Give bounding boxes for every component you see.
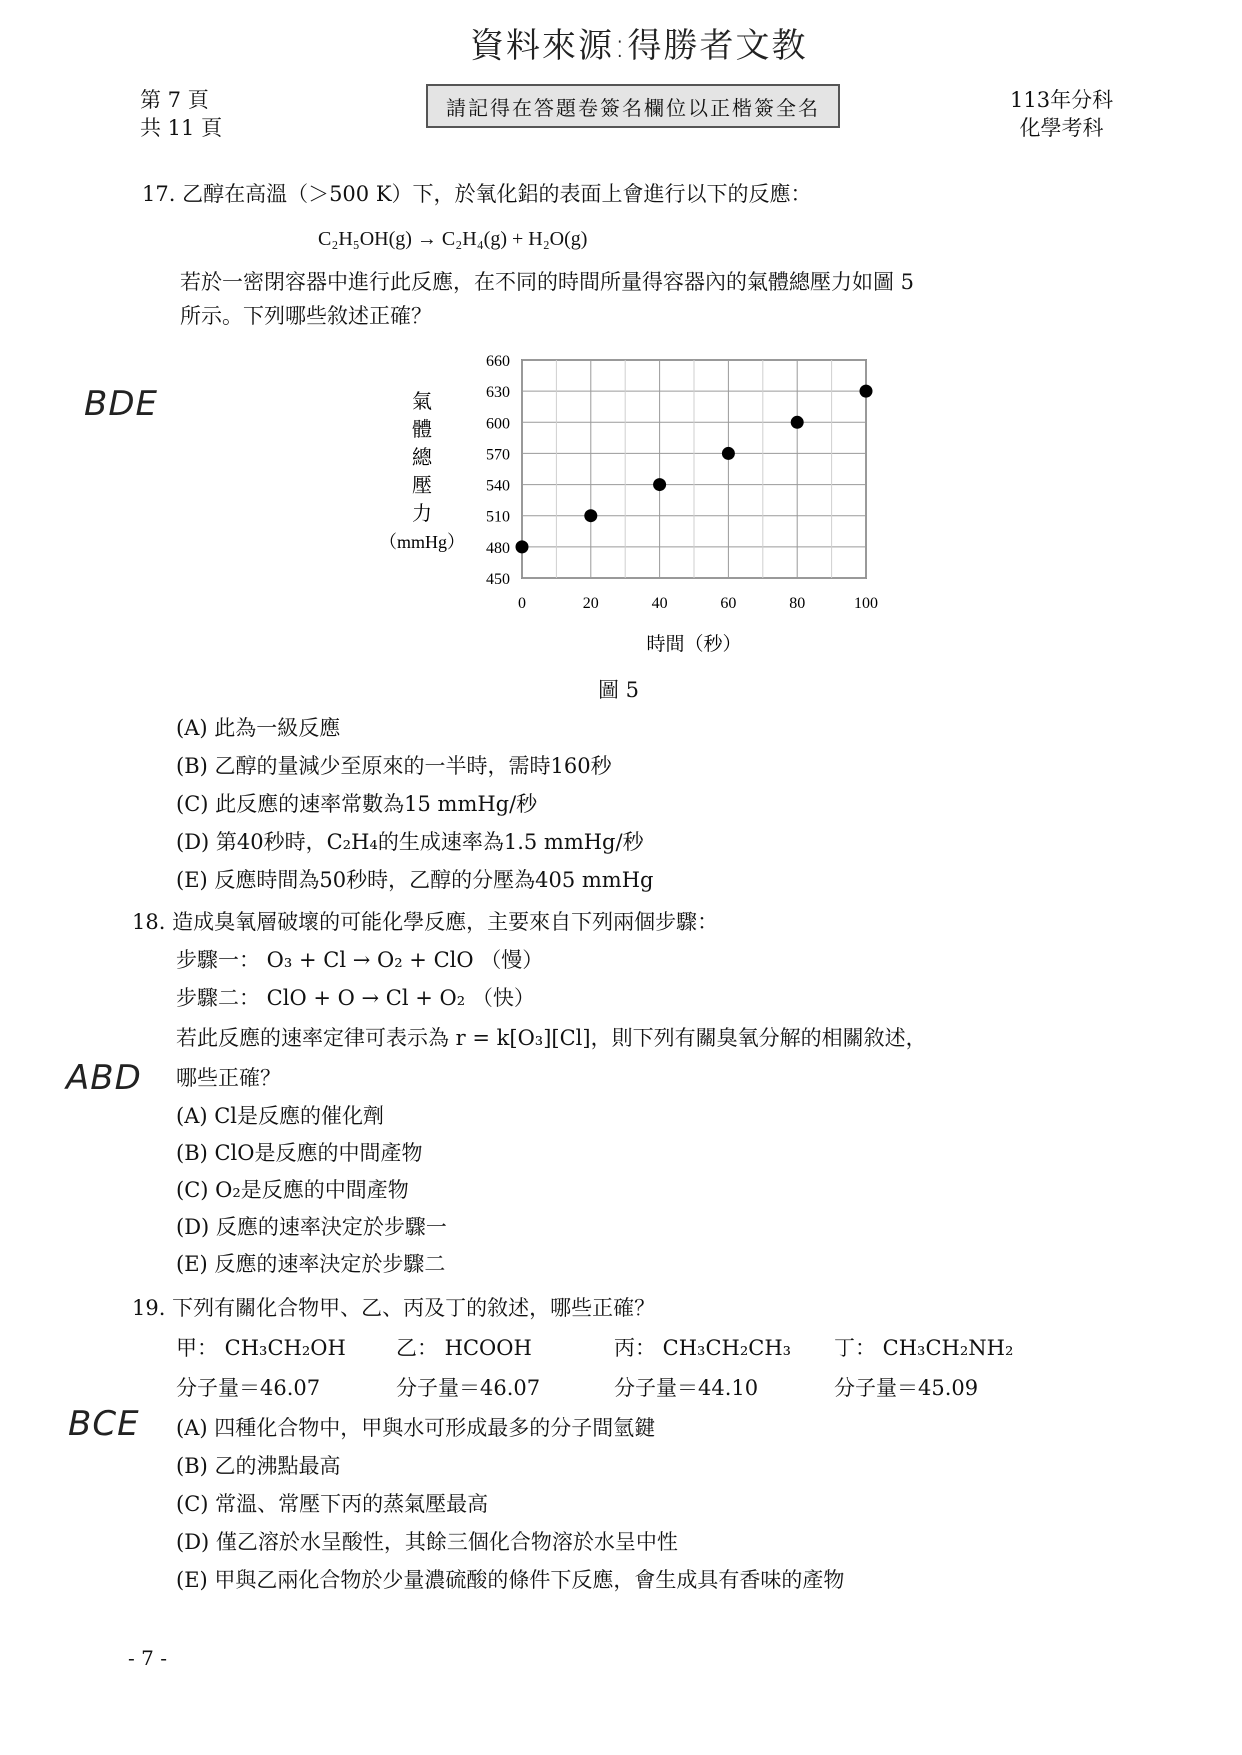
chart-grid	[522, 360, 866, 578]
chart-data-point	[584, 509, 597, 522]
chart-x-tick-label: 40	[651, 595, 668, 612]
chart-x-label: 時間（秒）	[646, 634, 742, 655]
chart-y-label-char: 體	[412, 419, 432, 441]
q18-step1: 步驟一： O₃ + Cl → O₂ + ClO （慢）	[176, 948, 544, 972]
figure-caption: 圖 5	[598, 678, 640, 702]
chart-x-tick-label: 60	[720, 595, 737, 612]
q18-stem: 18. 造成臭氧層破壞的可能化學反應，主要來自下列兩個步驟：	[132, 910, 719, 934]
chart-data-point	[860, 385, 873, 398]
chart-y-ticks	[486, 353, 510, 588]
signature-notice-text: 請記得在答題卷簽名欄位以正楷簽全名	[446, 95, 820, 120]
chart-x-tick-label: 20	[582, 595, 599, 612]
q17-option-b: (B) 乙醇的量減少至原來的一半時，需時160秒	[176, 754, 612, 778]
page-number: 第 7 頁	[140, 88, 209, 112]
q19-mass-a: 分子量＝46.07	[176, 1376, 321, 1400]
chart-data-point	[516, 540, 529, 553]
q19-option-c: (C) 常溫、常壓下丙的蒸氣壓最高	[176, 1492, 489, 1516]
q17-text-line1: 若於一密閉容器中進行此反應，在不同的時間所量得容器內的氣體總壓力如圖 5	[180, 270, 915, 294]
chart-x-ticks	[518, 595, 878, 612]
q18-option-b: (B) ClO是反應的中間產物	[176, 1141, 423, 1165]
q19-mass-b: 分子量＝46.07	[396, 1376, 541, 1400]
q19-option-b: (B) 乙的沸點最高	[176, 1454, 341, 1478]
q18-handwritten-answer: ABD	[66, 1058, 142, 1098]
source-note: 資料來源:得勝者文教	[470, 26, 808, 66]
chart-y-tick-label: 480	[486, 539, 510, 557]
chart-y-tick-label: 660	[486, 353, 510, 370]
q18-option-c: (C) O₂是反應的中間產物	[176, 1178, 409, 1202]
exam-info	[1010, 86, 1113, 142]
chart-x-tick-label: 0	[518, 595, 526, 612]
chart-y-tick-label: 540	[486, 477, 510, 495]
q18-text-line1: 若此反應的速率定律可表示為 r = k[O₃][Cl]，則下列有關臭氧分解的相關敘述，	[176, 1026, 927, 1050]
q17-equation: C₂H₅OH(g) → C₂H₄(g) + H₂O(g)	[318, 228, 588, 250]
chart-x-tick-label: 80	[789, 595, 806, 612]
page-info	[140, 86, 222, 142]
q19-handwritten-answer: BCE	[68, 1404, 140, 1444]
q17-option-d: (D) 第40秒時，C₂H₄的生成速率為1.5 mmHg/秒	[176, 830, 644, 854]
page-footer-number: - 7 -	[128, 1646, 167, 1670]
chart-y-tick-label: 510	[486, 508, 510, 526]
chart-y-label-char: 壓	[412, 475, 432, 497]
q19-compound-a: 甲： CH₃CH₂OH	[176, 1336, 346, 1360]
q19-option-d: (D) 僅乙溶於水呈酸性，其餘三個化合物溶於水呈中性	[176, 1530, 678, 1554]
q17-option-e: (E) 反應時間為50秒時，乙醇的分壓為405 mmHg	[176, 868, 654, 892]
q19-options	[176, 1414, 844, 1604]
q17-option-c: (C) 此反應的速率常數為15 mmHg/秒	[176, 792, 538, 816]
q18-option-e: (E) 反應的速率決定於步驟二	[176, 1252, 446, 1276]
q19-option-a: (A) 四種化合物中，甲與水可形成最多的分子間氫鍵	[176, 1416, 656, 1440]
q17-text-line2: 所示。下列哪些敘述正確？	[180, 304, 432, 328]
q19-stem: 19. 下列有關化合物甲、乙、丙及丁的敘述，哪些正確？	[132, 1296, 656, 1320]
q17-options	[176, 714, 653, 904]
chart-y-label-char: 氣	[412, 391, 432, 413]
exam-subject: 化學考科	[1019, 116, 1104, 140]
q19-compound-c: 丙： CH₃CH₂CH₃	[614, 1336, 792, 1360]
chart-y-tick-label: 630	[486, 384, 510, 402]
q18-option-d: (D) 反應的速率決定於步驟一	[176, 1215, 447, 1239]
q18-option-a: (A) Cl是反應的催化劑	[176, 1104, 385, 1128]
chart-y-label-unit: （mmHg）	[378, 532, 466, 552]
q17-stem: 17. 乙醇在高溫（＞500 K）下，於氧化鋁的表面上會進行以下的反應：	[142, 182, 812, 206]
signature-notice	[426, 84, 840, 128]
chart-y-label-char: 力	[412, 503, 432, 525]
q19-compound-b: 乙： HCOOH	[396, 1336, 532, 1360]
chart-y-label-char: 總	[412, 447, 432, 469]
chart-y-tick-label: 450	[486, 571, 510, 588]
chart-x-tick-label: 100	[854, 595, 878, 612]
q17-option-a: (A) 此為一級反應	[176, 716, 341, 740]
q19-option-e: (E) 甲與乙兩化合物於少量濃硫酸的條件下反應，會生成具有香味的產物	[176, 1568, 845, 1592]
chart-data-point	[722, 447, 735, 460]
q18-step2: 步驟二： ClO + O → Cl + O₂ （快）	[176, 986, 535, 1010]
q19-mass-c: 分子量＝44.10	[614, 1376, 759, 1400]
q19-compound-d: 丁： CH₃CH₂NH₂	[834, 1336, 1014, 1360]
total-pages: 共 11 頁	[140, 116, 223, 140]
q18-options	[176, 1102, 447, 1287]
chart-y-tick-label: 600	[486, 415, 510, 433]
q18-text-line2: 哪些正確？	[176, 1066, 281, 1090]
chart-data-point	[791, 416, 804, 429]
exam-year: 113年分科	[1010, 88, 1114, 112]
chart-y-label	[379, 390, 465, 552]
q17-handwritten-answer: BDE	[84, 384, 158, 424]
pressure-time-chart	[370, 348, 910, 658]
chart-y-tick-label: 570	[486, 446, 510, 464]
q19-mass-d: 分子量＝45.09	[834, 1376, 979, 1400]
chart-data-point	[653, 478, 666, 491]
